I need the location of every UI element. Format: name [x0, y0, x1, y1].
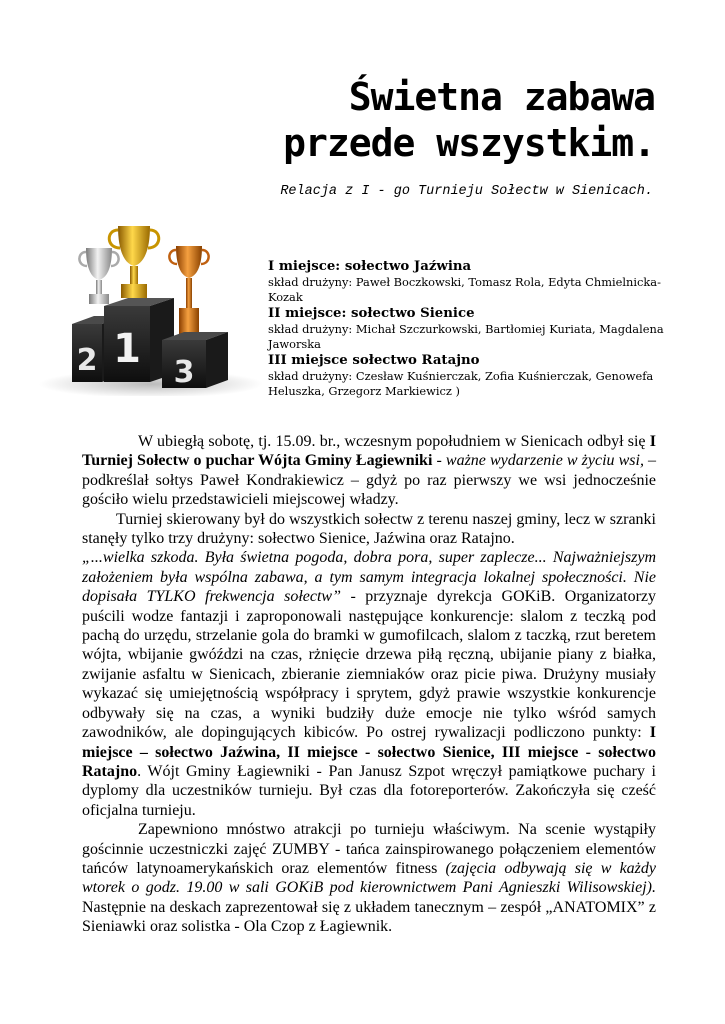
silver-trophy-icon	[79, 248, 118, 304]
gold-trophy-icon	[109, 226, 159, 298]
paragraph-2	[82, 510, 656, 549]
podium-block-3	[162, 332, 228, 390]
results-summary: I miejsce – sołectwo Jaźwina, II miejsce - sołectwo Sienice, III miejsce - sołectwo Ratajno	[82, 724, 656, 780]
paragraph-4	[82, 820, 656, 936]
text-span: . Wójt Gminy Łagiewniki - Pan Janusz Szpot wręczył pamiątkowe puchary i dyplomy dla uczestników turnieju. Był czas dla fotoreporterów. Zakończyła się cześć oficjalna turnieju.	[82, 762, 656, 819]
text-span: Turniej skierowany był do wszystkich sołectw z terenu naszej gminy, lecz w szranki stanęły tylko trzy drużyny: sołectwo Sienice, Jaźwina oraz Ratajno.	[82, 510, 656, 548]
bronze-trophy-icon	[169, 246, 208, 338]
podium-label-1: 1	[113, 326, 141, 372]
result-team: skład drużyny: Paweł Boczkowski, Tomasz Rola, Edyta Chmielnicka-Kozak	[268, 275, 661, 304]
quote-span: „...wielka szkoda. Była świetna pogoda, dobra pora, super zaplecze... Najważniejszym założeniem była wspólna zabawa, a tym samym integracja lokalnej społeczności. Nie dopisała TYLKO frekwencja sołectw”	[82, 549, 656, 606]
result-place: II miejsce: sołectwo Sienice	[268, 306, 475, 321]
result-second	[268, 305, 668, 352]
text-span: Zapewniono mnóstwo atrakcji po turnieju właściwym. Na scenie wystąpiły gościnnie uczestniczki zajęć ZUMBY - tańca zainspirowanego połączeniem elementów tańców latynoamerykańskich oraz elementów fitness	[82, 821, 656, 877]
result-place: III miejsce sołectwo Ratajno	[268, 353, 480, 368]
article-title	[283, 74, 655, 166]
podium-label-3: 3	[173, 355, 195, 390]
result-third	[268, 352, 668, 399]
podium-trophies-image	[38, 224, 264, 396]
podium-label-2: 2	[76, 343, 98, 378]
title-line-2: przede wszystkim.	[283, 121, 655, 165]
article-body	[82, 432, 656, 937]
title-line-1: Świetna zabawa	[348, 75, 655, 119]
text-span: Następnie na deskach zaprezentował się z układem tanecznym – zespół „ANATOMIX” z Sieniawki oraz solistka - Ola Czop z Łagiewnik.	[82, 898, 656, 936]
text-span: - przyznaje dyrekcja GOKiB. Organizatorzy puścili wodze fantazji i zaproponowali następujące konkurencje: slalom z teczką pod pachą do urzędu, strzelanie gola do bramki w gumofilcach, slalom z taczką, rzut beretem wójta, wbijanie gwóździ na czas, rżnięcie drzewa piłą ręczną, ubijanie piany z białka, zwijanie asfaltu w Sienicach, zbieranie ziemniaków oraz picie piwa. Drużyny musiały wykazać się umiejętnością współpracy i sprytem, gdyż prawie wszystkie konkurencje odbywały się na czas, a wyniki budziły duże emocje nie tylko wśród samych zawodników, ale dopingujących kibiców. Po ostrej rywalizacji podliczono punkty:	[82, 588, 656, 742]
text-span: -	[432, 452, 446, 470]
paragraph-3	[82, 548, 656, 820]
result-first	[268, 258, 668, 305]
result-team: skład drużyny: Czesław Kuśnierczak, Zofia Kuśnierczak, Genowefa Heluszka, Grzegorz Markiewicz )	[268, 369, 654, 398]
text-span: W ubiegłą sobotę, tj. 15.09. br., wczesnym popołudniem w Sienicach odbył się	[138, 433, 650, 450]
text-span: – podkreślał sołtys Paweł Kondrakiewicz – gdyż po raz pierwszy we wsi jednocześnie gościło wielu przedstawicieli miejscowej władzy.	[82, 452, 657, 509]
result-team: skład drużyny: Michał Szczurkowski, Bartłomiej Kuriata, Magdalena Jaworska	[268, 322, 664, 351]
results-list	[268, 258, 668, 399]
tournament-name: I Turniej Sołectw o puchar Wójta Gminy Łagiewniki	[82, 433, 656, 470]
article-subtitle: Relacja z I - go Turnieju Sołectw w Sienicach.	[280, 184, 653, 199]
paragraph-1	[82, 432, 656, 510]
result-place: I miejsce: sołectwo Jaźwina	[268, 259, 472, 274]
quote-span: ważne wydarzenie w życiu wsi,	[445, 452, 644, 470]
note-span: (zajęcia odbywają się w każdy wtorek o godz. 19.00 w sali GOKiB pod kierownictwem Pani Agnieszki Wilisowskiej).	[82, 859, 656, 897]
